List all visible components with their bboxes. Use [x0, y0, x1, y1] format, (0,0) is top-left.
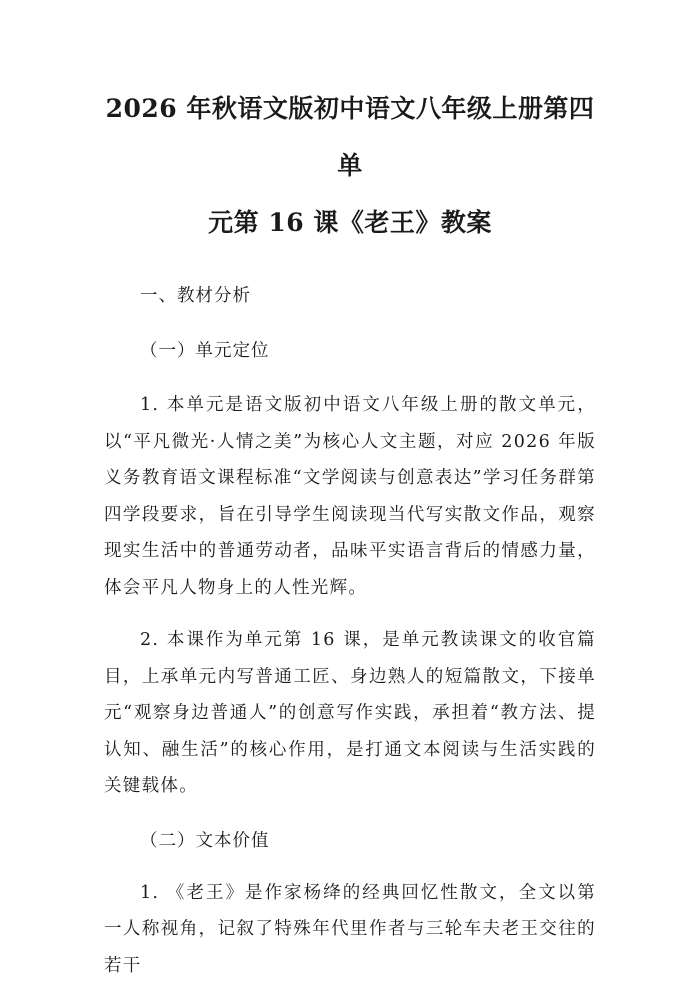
document-title — [104, 0, 596, 251]
section-heading-textbook-analysis: 一、教材分析 — [104, 278, 596, 314]
subsection-heading-unit-positioning: （一）单元定位 — [104, 333, 596, 369]
title-line-2: 元第 16 课《老王》教案 — [104, 194, 596, 251]
paragraph-unit-overview: 1. 本单元是语文版初中语文八年级上册的散文单元，以“平凡微光·人情之美”为核心人文主题，对应 2026 年版义务教育语文课程标准“文学阅读与创意表达”学习任务群第四学段要求，旨在引导学生阅读现当代写实散文作品，观察现实生活中的普通劳动者，品味平实语言背后的情感力量，体会平凡人物身上的人性光辉。 — [104, 387, 596, 606]
subsection-heading-text-value: （二）文本价值 — [104, 823, 596, 859]
paragraph-lesson-role: 2. 本课作为单元第 16 课，是单元教读课文的收官篇目，上承单元内写普通工匠、身边熟人的短篇散文，下接单元“观察身边普通人”的创意写作实践，承担着“教方法、提认知、融生活”的核心作用，是打通文本阅读与生活实践的关键载体。 — [104, 622, 596, 805]
paragraph-text-value: 1. 《老王》是作家杨绛的经典回忆性散文，全文以第一人称视角，记叙了特殊年代里作者与三轮车夫老王交往的若干 — [104, 875, 596, 984]
title-line-1: 2026 年秋语文版初中语文八年级上册第四单 — [104, 80, 596, 194]
